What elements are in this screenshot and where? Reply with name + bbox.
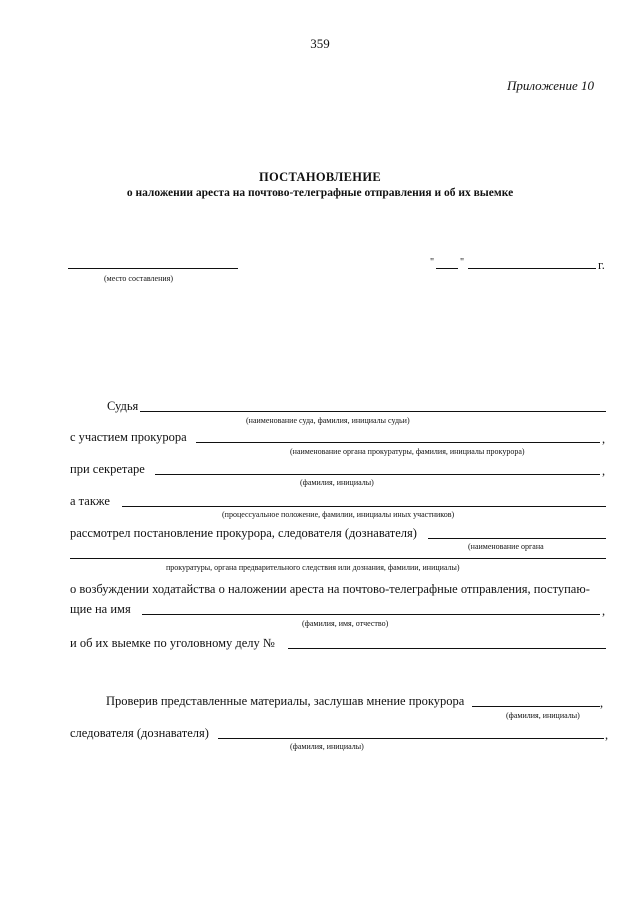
date-day-line[interactable]	[436, 268, 458, 269]
reviewed-materials-comma: ,	[600, 696, 604, 710]
date-month-year-line[interactable]	[468, 268, 596, 269]
judge-label: Судья	[107, 399, 139, 413]
year-suffix: г.	[598, 258, 605, 272]
prosecutor-comma: ,	[602, 432, 606, 446]
reviewed-materials-text: Проверив представленные материалы, заслушав мнение прокурора	[106, 694, 465, 708]
secretary-comma: ,	[602, 464, 606, 478]
petition-text-1: о возбуждении ходатайства о наложении ареста на почтово-телеграфные отправления, поступаю-	[70, 582, 590, 596]
judge-line[interactable]	[140, 411, 606, 412]
secretary-line[interactable]	[155, 474, 600, 475]
place-line[interactable]	[68, 268, 238, 269]
appendix-label: Приложение 10	[506, 78, 594, 93]
date-quote-close: "	[460, 257, 465, 268]
date-quote-open: "	[430, 257, 435, 268]
prosecutor-opinion-line[interactable]	[472, 706, 600, 707]
prosecutor-label: с участием прокурора	[70, 430, 187, 444]
case-number-line[interactable]	[288, 648, 606, 649]
case-text: и об их выемке по уголовному делу №	[70, 636, 275, 650]
document-subtitle: о наложении ареста на почтово-телеграфные отправления и об их выемке	[126, 187, 514, 199]
petition-caption: (фамилия, имя, отчество)	[302, 619, 389, 628]
prosecutor-caption: (наименование органа прокуратуры, фамилия, инициалы прокурора)	[290, 447, 525, 456]
prosecutor-line[interactable]	[196, 442, 600, 443]
also-label: а также	[70, 494, 110, 508]
judge-caption: (наименование суда, фамилия, инициалы судьи)	[246, 416, 410, 425]
document-title: ПОСТАНОВЛЕНИЕ	[258, 170, 381, 184]
petition-comma: ,	[602, 604, 606, 618]
reviewed-line-2[interactable]	[70, 558, 606, 559]
secretary-label: при секретаре	[70, 462, 145, 476]
petition-line[interactable]	[142, 614, 600, 615]
reviewed-line[interactable]	[428, 538, 606, 539]
reviewed-caption: (наименование органа	[468, 542, 544, 551]
reviewed-materials-caption: (фамилия, инициалы)	[506, 711, 580, 720]
also-caption: (процессуальное положение, фамилии, инициалы иных участников)	[222, 510, 455, 519]
investigator-label: следователя (дознавателя)	[70, 726, 209, 740]
reviewed-caption-2: прокуратуры, органа предварительного следствия или дознания, фамилии, инициалы)	[166, 563, 460, 572]
also-line[interactable]	[122, 506, 606, 507]
page-number: 359	[310, 36, 330, 51]
investigator-line[interactable]	[218, 738, 604, 739]
secretary-caption: (фамилия, инициалы)	[300, 478, 374, 487]
investigator-caption: (фамилия, инициалы)	[290, 742, 364, 751]
place-caption: (место составления)	[104, 274, 173, 283]
investigator-comma: ,	[605, 728, 609, 742]
reviewed-text: рассмотрел постановление прокурора, следователя (дознавателя)	[70, 526, 417, 540]
petition-text-2: щие на имя	[70, 602, 131, 616]
